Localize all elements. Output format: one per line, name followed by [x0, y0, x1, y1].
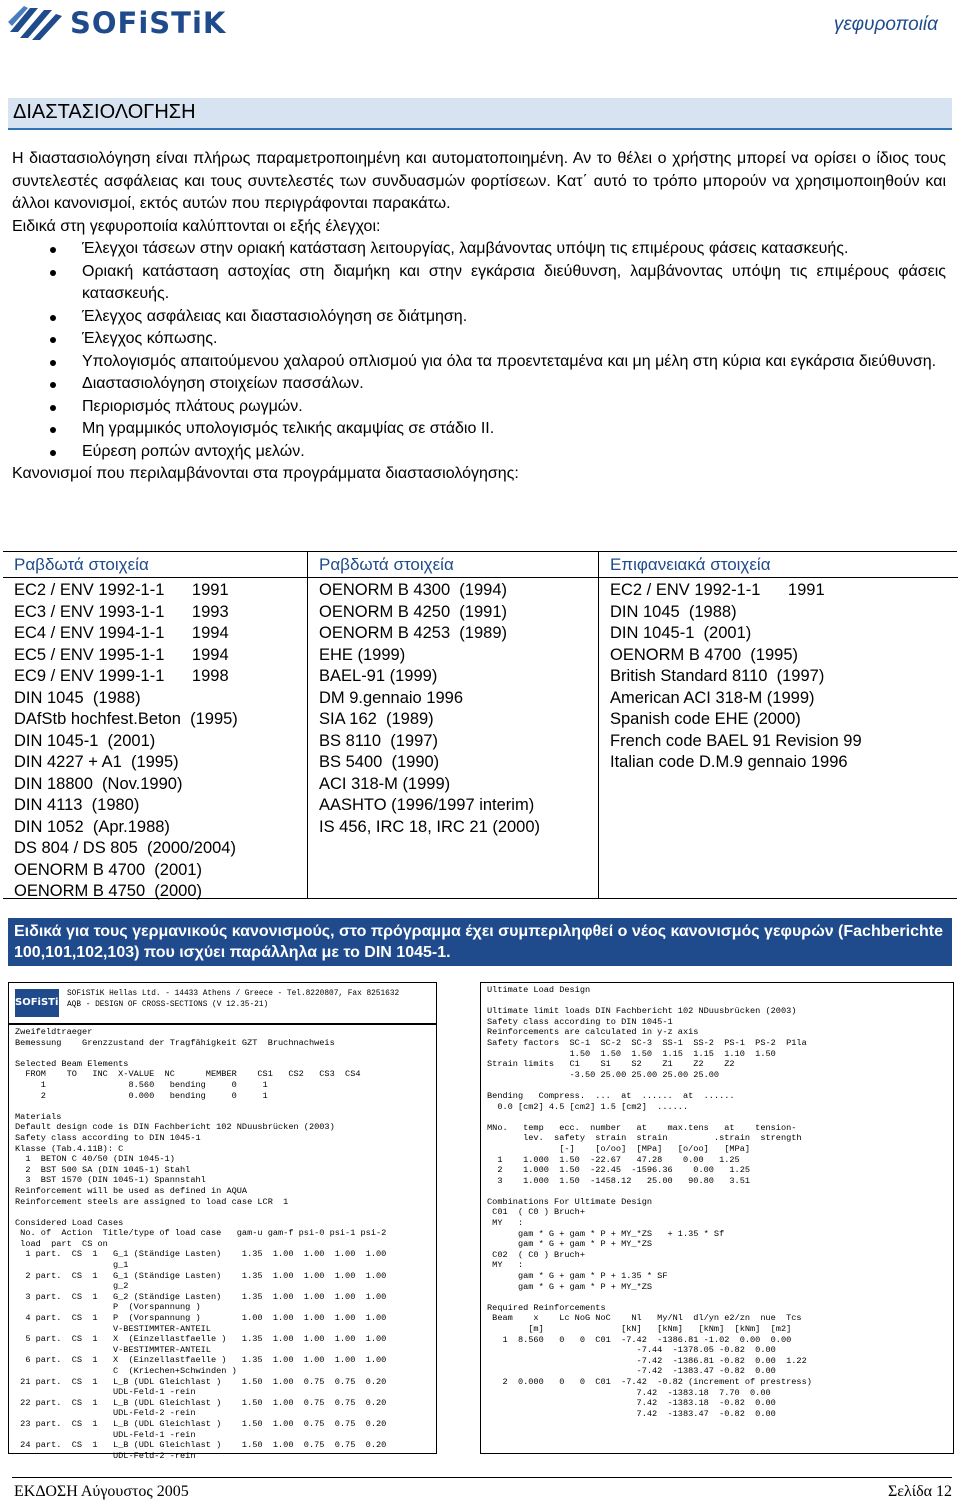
list-item: AASHTO (1996/1997 interim) [319, 796, 535, 814]
list-item: OENORM B 4300 (1994) [319, 581, 507, 599]
list-item: DAfStb hochfest.Beton (1995) [14, 710, 238, 728]
list-item: BS 8110 (1997) [319, 731, 438, 750]
list-item: BS 5400 (1990) [319, 753, 440, 771]
checks-list [12, 238, 946, 463]
list-item: DIN 4227 + A1 (1995) [14, 753, 179, 771]
output-text: Zweifeldtraeger Bemessung Grenzzustand der Tragfähigkeit GZT Bruchnachweis Selected Beam Elements FROM TO INC X-VALUE NC MEMBER CS1 CS2 CS3 CS4 1 8.560 bending 0 1 2 0.000 bending 0 1 Materials Default design code is DIN Fachbericht 102 NDuusbrücken (2003) Safety class according to DIN 1045-1 Klasse (Tab.4.11B): C 1 BETON C 40/50 (DIN 1045-1) 2 BST 500 SA (DIN 1045-1) Stahl 3 BST 1570 (DIN 1045-1) Spannstahl Reinforcement will be used as defined in AQUA Reinforcement steels are assigned to load case LCR 1 Considered Load Cases No. of Action Title/type of load case gam-u gam-f psi-0 psi-1 psi-2 load part CS on 1 part. CS 1 G_1 (Ständige Lasten) 1.35 1.00 1.00 1.00 1.00 g_1 2 part. CS 1 G_1 (Ständige Lasten) 1.35 1.00 1.00 1.00 1.00 g_2 3 part. CS 1 G_2 (Ständige Lasten) 1.35 1.00 1.00 1.00 1.00 P (Vorspannung ) 4 part. CS 1 P (Vorspannung ) 1.00 1.00 1.00 1.00 1.00 V-BESTIMMTER-ANTEIL 5 part. CS 1 X (Einzellastfaelle ) 1.35 1.00 1.00 1.00 1.00 V-BESTIMMTER-ANTEIL 6 part. CS 1 X (Einzellastfaelle ) 1.35 1.00 1.00 1.00 1.00 C (Kriechen+Schwinden ) 21 part. CS 1 L_B (UDL Gleichlast ) 1.50 1.00 0.75 0.75 0.20 UDL-Feld-1 -rein 22 part. CS 1 L_B (UDL Gleichlast ) 1.50 1.00 0.75 0.75 0.20 UDL-Feld-2 -rein 23 part. CS 1 L_B (UDL Gleichlast ) 1.50 1.00 0.75 0.75 0.20 UDL-Feld-1 -rein 24 part. CS 1 L_B (UDL Gleichlast ) 1.50 1.00 0.75 0.75 0.20 UDL-Feld-2 -rein [15, 1027, 387, 1461]
list-item [12, 306, 946, 329]
list-item [12, 373, 946, 396]
bullet-icon [50, 337, 56, 343]
list-item [12, 351, 946, 374]
list-item: French code BAEL 91 Revision 99 [610, 731, 862, 750]
sofistik-logo [4, 2, 226, 44]
footer-edition: ΕΚΔΟΣΗ Αύγουστος 2005 [14, 1483, 189, 1500]
output-body [9, 1025, 436, 1463]
column-header: Ραβδωτά στοιχεία [308, 552, 599, 578]
list-item: EC3 / ENV 1993-1-1 1993 [14, 602, 229, 621]
list-item: EHE (1999) [319, 645, 406, 664]
list-item: DIN 1045 (1988) [610, 602, 737, 621]
column-header: Ραβδωτά στοιχεία [3, 552, 307, 578]
output-address-line: AQB - DESIGN OF CROSS-SECTIONS (V 12.35-21) [67, 1001, 269, 1009]
list-item-text: Οριακή κατάσταση αστοχίας στη διαμήκη και στην εγκάρσια διεύθυνση, λαμβάνοντας υπόψη τις επιμέρους φάσεις κατασκευής. [82, 262, 946, 302]
highlight-box [8, 918, 952, 966]
page-header [0, 0, 960, 48]
column-list [3, 578, 307, 903]
bullet-icon [50, 270, 56, 276]
list-item: ACI 318-M (1999) [319, 774, 451, 793]
list-item [12, 396, 946, 419]
list-item [12, 441, 946, 464]
list-item: British Standard 8110 (1997) [610, 667, 825, 685]
list-item: DIN 18800 (Nov.1990) [14, 774, 183, 793]
output-body [481, 983, 953, 1421]
list-item-text: Περιορισμός πλάτους ρωγμών. [82, 397, 303, 415]
list-item-text: Έλεγχος κόπωσης. [82, 330, 218, 347]
column-list [308, 578, 599, 838]
norms-table [3, 551, 957, 899]
program-output-right [480, 982, 954, 1454]
list-item: OENORM B 4700 (1995) [610, 645, 798, 664]
footer-page-number: Σελίδα 12 [887, 1483, 952, 1500]
list-item: DIN 1045-1 (2001) [14, 731, 156, 750]
list-item: EC2 / ENV 1992-1-1 1991 [14, 581, 229, 599]
list-item: EC4 / ENV 1994-1-1 1994 [14, 624, 229, 642]
section-bar [8, 98, 952, 130]
list-item-text: Υπολογισμός απαιτούμενου χαλαρού οπλισμού για όλα τα προεντεταμένα και μη μέλη στη κύρια και εγκάρσια διεύθυνση. [82, 352, 937, 370]
bullet-icon [50, 450, 56, 456]
list-item: DIN 1045-1 (2001) [610, 624, 752, 642]
output-address [67, 989, 399, 1011]
norms-column-3 [598, 552, 958, 898]
column-list [599, 578, 958, 774]
list-item: EC5 / ENV 1995-1-1 1994 [14, 645, 229, 664]
program-output-left [8, 982, 437, 1461]
list-item [12, 238, 946, 261]
column-header: Επιφανειακά στοιχεία [599, 552, 958, 578]
list-item: OENORM B 4253 (1989) [319, 624, 507, 642]
bullet-icon [50, 360, 56, 366]
list-item-text: Εύρεση ροπών αντοχής μελών. [82, 442, 305, 460]
output-address-line: SOFiSTiK Hellas Ltd. - 14433 Athens / Greece - Tel.8220807, Fax 8251632 [67, 990, 400, 998]
list-item: Italian code D.M.9 gennaio 1996 [610, 753, 848, 771]
list-item: Spanish code EHE (2000) [610, 710, 801, 728]
bullet-icon [50, 427, 56, 433]
output-logo: SOFiSTiK [15, 989, 59, 1017]
norms-column-2 [307, 552, 599, 898]
page-footer [12, 1477, 952, 1500]
list-item: DIN 1052 (Apr.1988) [14, 817, 170, 836]
bullet-icon [50, 315, 56, 321]
section-title: ΔΙΑΣΤΑΣΙΟΛΟΓΗΣΗ [13, 101, 196, 123]
list-item [12, 261, 946, 306]
list-item-text: Έλεγχοι τάσεων στην οριακή κατάσταση λειτουργίας, λαμβάνοντας υπόψη τις επιμέρους φάσεις κατασκευής. [82, 240, 849, 257]
globe-logo-icon [4, 2, 68, 44]
list-item: OENORM B 4700 (2001) [14, 860, 202, 879]
list-item [12, 418, 946, 441]
list-item: EC2 / ENV 1992-1-1 1991 [610, 581, 825, 599]
bullet-icon [50, 382, 56, 388]
checks-intro: Ειδικά στη γεφυροποιία καλύπτονται οι εξής έλεγχοι: [12, 217, 381, 235]
list-item: DS 804 / DS 805 (2000/2004) [14, 839, 236, 857]
list-item: EC9 / ENV 1999-1-1 1998 [14, 667, 229, 685]
list-item: DIN 1045 (1988) [14, 688, 141, 707]
list-item: DIN 4113 (1980) [14, 796, 140, 814]
list-item: American ACI 318-M (1999) [610, 688, 815, 707]
list-item: BAEL-91 (1999) [319, 667, 438, 685]
list-item: OENORM B 4750 (2000) [14, 882, 202, 900]
norms-column-1 [3, 552, 307, 898]
list-item: SIA 162 (1989) [319, 710, 434, 728]
list-item [12, 328, 946, 351]
list-item: IS 456, IRC 18, IRC 21 (2000) [319, 817, 541, 836]
output-text: Ultimate Load Design Ultimate limit loads DIN Fachbericht 102 NDuusbrücken (2003) Safety class according to DIN 1045-1 Reinforcements are calculated in y-z axis Safety factors SC-1 SC-2 SC-3 SS-1 SS-2 PS-1 PS-2 P1la 1.50 1.50 1.50 1.15 1.15 1.10 1.50 Strain limits C1 S1 S2 Z1 Z2 Z2 -3.50 25.00 25.00 25.00 25.00 Bending Compress. ... at ...... at ...... 0.0 [cm2] 4.5 [cm2] 1.5 [cm2] ...... MNo. temp ecc. number at max.tens at tension- lev. safety strain strain .strain strength [-] [o/oo] [MPa] [o/oo] [MPa] 1 1.000 1.50 -22.67 47.28 0.00 1.25 2 1.000 1.50 -22.45 -1596.36 0.00 1.25 3 1.000 1.50 -1458.12 25.00 90.80 3.51 Combinations For Ultimate Design C01 ( C0 ) Bruch+ MY : gam * G + gam * P + MY_*ZS + 1.35 * Sf gam * G + gam * P + MY_*ZS C02 ( C0 ) Bruch+ MY : gam * G + gam * P + 1.35 * SF gam * G + gam * P + MY_*ZS Required Reinforcements Beam x Lc NoG NoC Nl My/Nl dl/yn e2/zn nue Tcs [m] [kN] [kNm] [kNm] [kNm] [m2] 1 8.560 0 0 C01 -7.42 -1386.81 -1.02 0.00 0.00 -7.44 -1378.05 -0.82 0.00 -7.42 -1386.81 -0.82 0.00 1.22 -7.42 -1383.47 -0.82 0.00 2 0.000 0 0 C01 -7.42 -0.82 (increment of prestress) 7.42 -1383.18 7.70 0.00 7.42 -1383.18 -0.82 0.00 7.42 -1383.47 -0.82 0.00 [487, 985, 812, 1419]
list-item-text: Μη γραμμικός υπολογισμός τελικής ακαμψίας σε στάδιο ΙΙ. [82, 420, 495, 437]
list-item: OENORM B 4250 (1991) [319, 602, 507, 621]
list-item-text: Έλεγχος ασφάλειας και διαστασιολόγηση σε διάτμηση. [82, 307, 468, 325]
highlight-text: Ειδικά για τους γερμανικούς κανονισμούς, στο πρόγραμμα έχει συμπεριληφθεί ο νέος κανονισμός γεφυρών (Fachberichte 100,101,102,103) που ισχύει παράλληλα με το DIN 1045-1. [14, 923, 943, 961]
bullet-icon [50, 405, 56, 411]
header-title: γεφυροποιία [833, 14, 938, 35]
logo-text: SOFiSTiK [70, 6, 227, 40]
bullet-icon [50, 247, 56, 253]
list-item-text: Διαστασιολόγηση στοιχείων πασσάλων. [82, 375, 364, 392]
output-header [9, 983, 436, 1025]
intro-text [12, 148, 946, 486]
list-item: DM 9.gennaio 1996 [319, 688, 464, 707]
norms-intro: Κανονισμοί που περιλαμβάνονται στα προγράμματα διαστασιολόγησης: [12, 465, 519, 482]
intro-paragraph: Η διαστασιολόγηση είναι πλήρως παραμετροποιημένη και αυτοματοποιημένη. Αν το θέλει ο χρήστης μπορεί να ορίσει ο ίδιος τους συντελεστές ασφάλειας και τους συντελεστές των συνδυασμών φορτίσεων. Κατ΄ αυτό το τρόπο μπορούν να χρησιμοποιηθούν και άλλοι κανονισμοί, εκτός αυτών που περιγράφονται παρακάτω. [12, 150, 946, 212]
